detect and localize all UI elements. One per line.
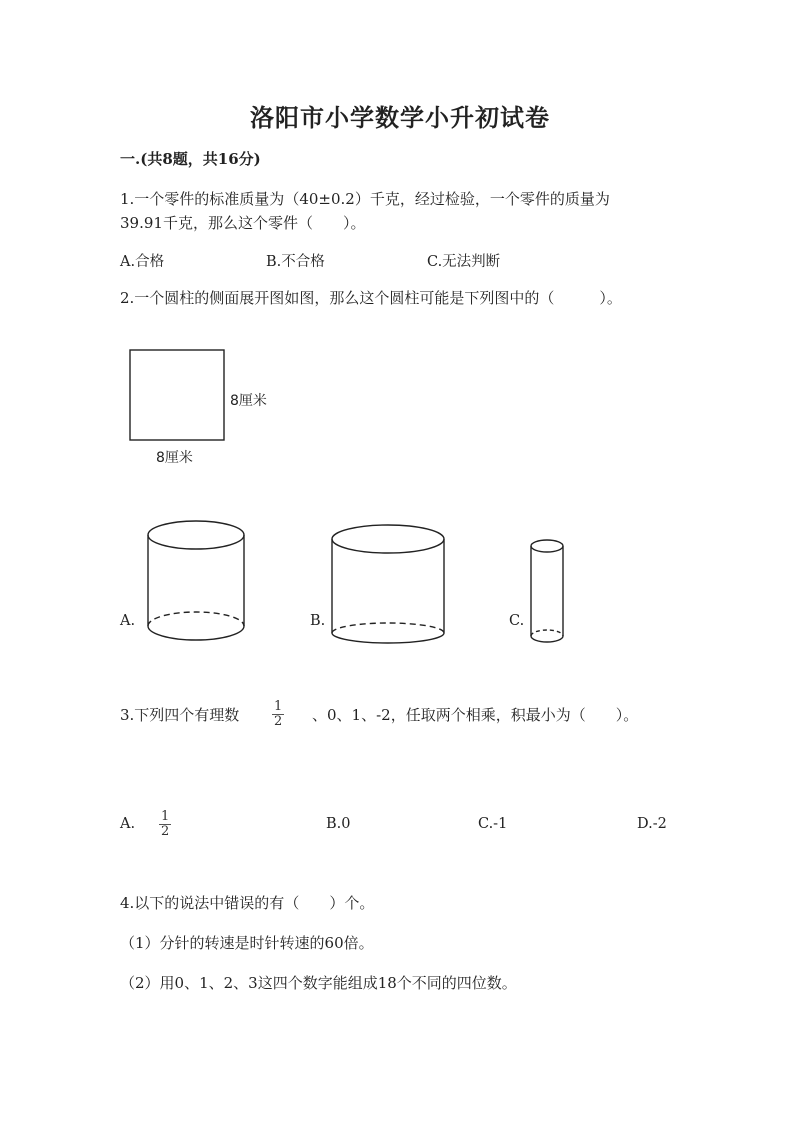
section-heading: 一.(共8题，共16分) — [120, 150, 261, 168]
q2-option-c: C. — [509, 613, 525, 629]
unfolded-square — [130, 350, 224, 440]
q1-text-line1: 1.一个零件的标准质量为（40±0.2）千克，经过检验，一个零件的质量为 — [120, 190, 610, 208]
q3-prefix: 3.下列四个有理数 — [120, 706, 240, 724]
q3-option-d: D.-2 — [637, 816, 667, 832]
q3-fraction-denominator: 2 — [274, 714, 283, 729]
cylinder-c — [531, 540, 563, 642]
q1-option-c: C.无法判断 — [427, 254, 501, 270]
q3-fraction — [272, 700, 284, 729]
q1-text-line2: 39.91千克，那么这个零件（ ）。 — [120, 214, 366, 232]
cylinder-b — [332, 525, 444, 643]
q4-statement-2: （2）用0、1、2、3这四个数字能组成18个不同的四位数。 — [120, 974, 517, 992]
q2-option-a: A. — [120, 613, 136, 629]
q1-option-b: B.不合格 — [266, 254, 325, 270]
q3-option-a-denominator: 2 — [161, 824, 170, 839]
q1-option-a: A.合格 — [120, 254, 165, 270]
bottom-length-label: 8厘米 — [156, 450, 193, 466]
q3-option-a-fraction — [159, 810, 171, 839]
q2-option-b: B. — [310, 613, 326, 629]
q4-text: 4.以下的说法中错误的有（ ）个。 — [120, 894, 375, 912]
q2-text: 2.一个圆柱的侧面展开图如图，那么这个圆柱可能是下列图中的（ ）。 — [120, 289, 622, 307]
side-length-label: 8厘米 — [230, 393, 267, 409]
q3-option-c: C.-1 — [478, 816, 508, 832]
page-title: 洛阳市小学数学小升初试卷 — [250, 103, 550, 132]
q3-suffix: 、0、1、-2，任取两个相乘，积最小为（ ）。 — [312, 706, 639, 724]
q3-option-a: A. — [120, 816, 136, 832]
q3-option-b: B.0 — [326, 816, 351, 832]
q4-statement-1: （1）分针的转速是时针转速的60倍。 — [120, 934, 374, 952]
q3-option-a-numerator: 1 — [161, 809, 170, 824]
cylinder-a — [148, 521, 244, 640]
q3-fraction-numerator: 1 — [274, 699, 283, 714]
